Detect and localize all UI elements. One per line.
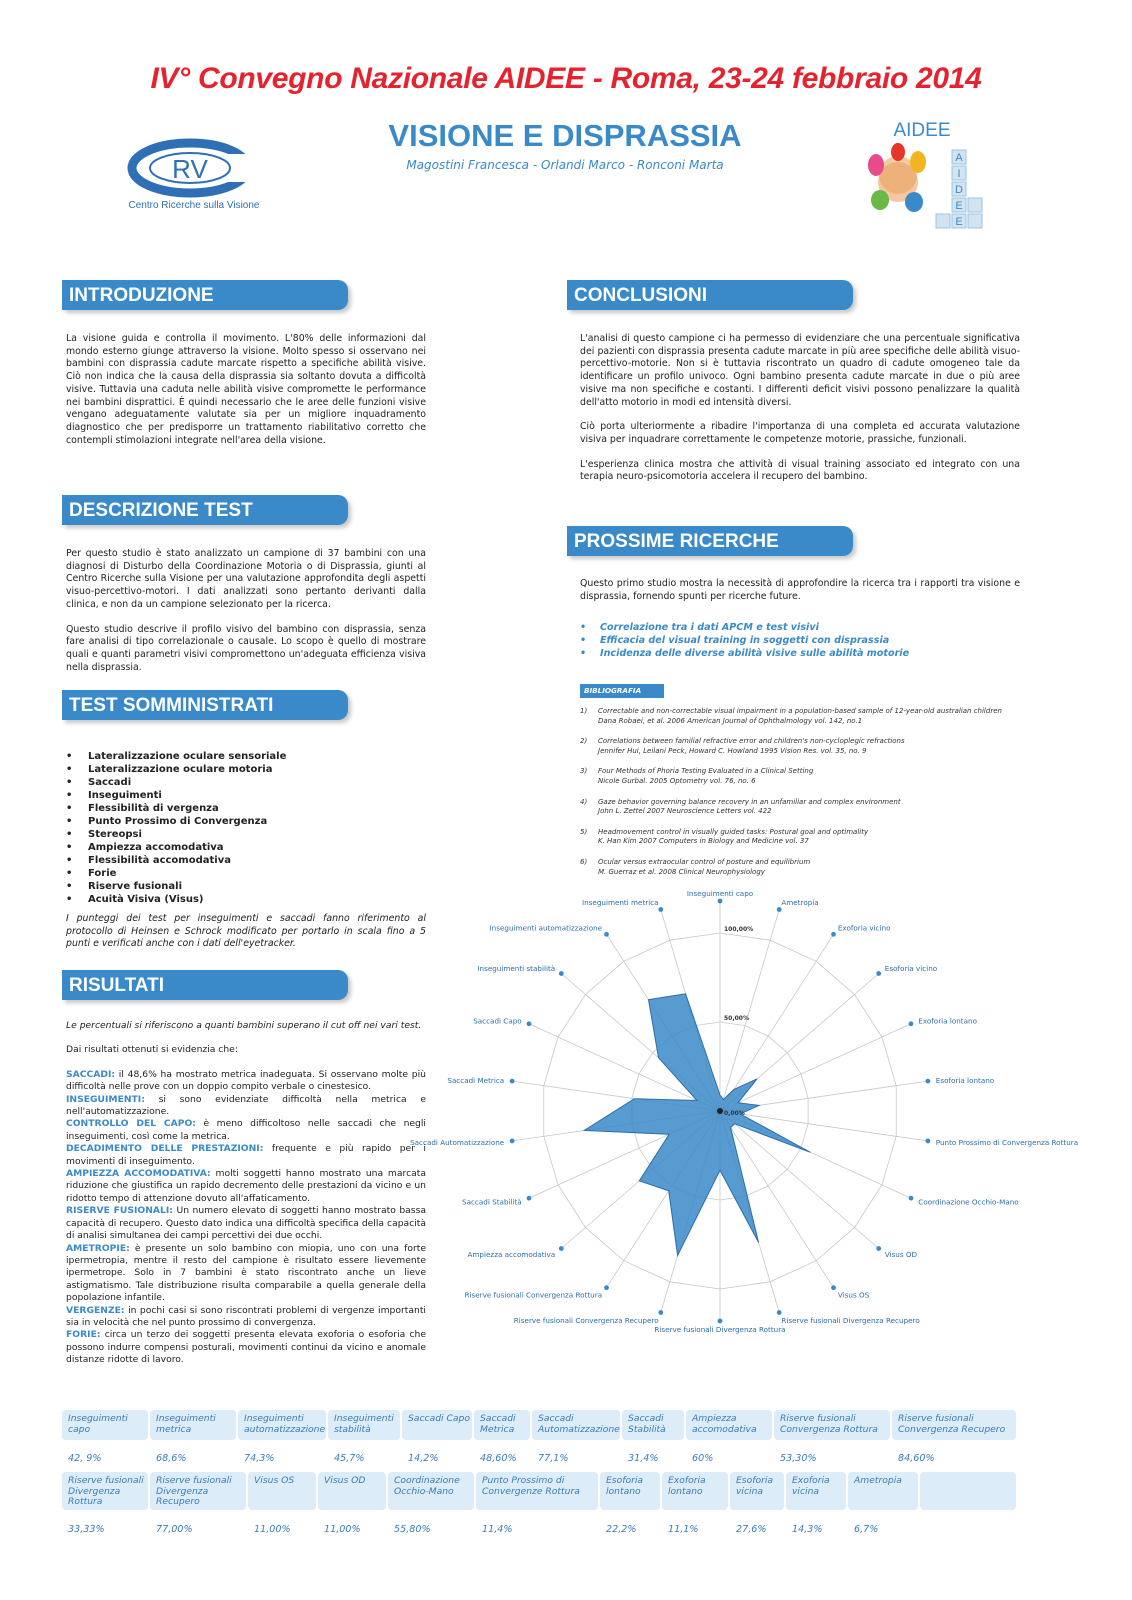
bibliography-number: 3) [580, 767, 588, 776]
risultati-item-text: è presente un solo bambino con miopia, uno con una forte ipermetropia, mentre il resto del campione è risultato essere lievemente ipermetrope. Solo in 7 bambini è stato riscontrato anche un lieve astigmatismo. Tale distribuzione risulta comparabile a quella generale della popolazione infantile. [66, 1242, 426, 1304]
section-heading-prossime: PROSSIME RICERCHE [567, 526, 853, 556]
table-header-label: Saccadi Stabilità [622, 1410, 684, 1440]
table-header-label: Saccadi Capo [402, 1410, 472, 1440]
table-header-label: Inseguimenti capo [62, 1410, 148, 1440]
prossime-list [580, 621, 909, 660]
radar-center-dot [717, 1108, 723, 1114]
conclusioni-p1: L'analisi di questo campione ci ha permesso di evidenziare che una percentuale significativa dei pazienti con disprassia presenta cadute marcate in più aree specifiche delle abilità visuo-percettivo-motorie. Non si è tuttavia riscontrato un quadro di cadute omogeneo tale da identificare un profilo univoco. Ogni bambino presenta cadute marcate in due o più aree visive ma non specifiche e costanti. I differenti deficit visivi possono penalizzare la qualità dell'atto motorio in modi ed intensità diversi. [580, 333, 1020, 408]
table-header-label: Riserve fusionali Divergenza Recupero [150, 1472, 246, 1510]
conclusioni-p3: L'esperienza clinica mostra che attività di visual training associato ed integrato con una terapia neuro-psicomotoria accelera il recupero del bambino. [580, 458, 1020, 483]
bibliography-title: Four Methods of Phoria Testing Evaluated in a Clinical Setting [598, 767, 814, 776]
bibliography-source: K. Han Kim 2007 Computers in Biology and Medicine vol. 37 [598, 837, 809, 846]
bibliography-number: 4) [580, 797, 588, 806]
bibliography-number: 1) [580, 707, 588, 715]
bibliography-item [580, 767, 1020, 786]
list-item: • Acuità Visiva (Visus) [66, 893, 426, 906]
risultati-item [66, 1243, 426, 1305]
summary-values-row2 [62, 1524, 1024, 1538]
table-cell [150, 1410, 238, 1440]
bibliography-title: Ocular versus extraocular control of posture and equilibrium [598, 857, 811, 866]
table-header-label: Ampiezza accomodativa [686, 1410, 772, 1440]
radar-axis-dot [909, 1196, 914, 1201]
risultati-item [66, 1205, 426, 1242]
table-header-label: Visus OS [248, 1472, 316, 1510]
conclusioni-p2: Ciò porta ulteriormente a ribadire l'importanza di una completa ed accurata valutazione visiva per inquadrare correttamente le competenze motorie, prassiche, funzionali. [580, 421, 1020, 445]
radar-category-label: Saccadi Automatizzazione [410, 1138, 505, 1147]
radar-category-label: Ampiezza accomodativa [467, 1249, 556, 1259]
risultati-item-text: Un numero elevato di soggetti hanno mostrato bassa capacità di recupero. Questo dato indica una difficoltà specifica della capacità di analisi simultanea dei campi percettivi dei due occhi. [66, 1205, 426, 1242]
radar-category-label: Esoforia vicino [884, 964, 938, 974]
radar-category-label: Riserve fusionali Divergenza Recupero [781, 1316, 920, 1326]
table-header-label: Inseguimenti automatizzazione [238, 1410, 326, 1440]
table-header-label: Exoforia lontano [662, 1472, 728, 1510]
bibliography-text [598, 737, 905, 756]
intro-text [66, 333, 426, 459]
list-item: • Forie [66, 867, 426, 880]
table-value: 11,00% [254, 1524, 291, 1535]
descrizione-p2: Questo studio descrive il profilo visivo del bambino con disprassia, senza fare analisi di tipo correlazionale o causale. Lo scopo è quello di mostrare quali e quanti parametri visivi compromettono un'adeguata efficienza visiva nella disprassia. [66, 623, 426, 673]
table-cell [238, 1410, 328, 1440]
risultati-keyword: AMPIEZZA ACCOMODATIVA: [66, 1168, 211, 1180]
radar-category-label: Visus OS [837, 1290, 870, 1300]
crv-letters: RV [172, 154, 208, 184]
list-item: • Correlazione tra i dati APCM e test visivi [580, 621, 909, 634]
bibliography-item [580, 737, 1020, 756]
table-cell [318, 1472, 388, 1510]
table-header-label: Riserve fusionali Convergenza Recupero [892, 1410, 1016, 1440]
table-cell [62, 1472, 150, 1510]
list-item: • Punto Prossimo di Convergenza [66, 815, 426, 828]
radar-axis-dot [777, 1310, 782, 1315]
radar-category-label: Ametropia [781, 897, 819, 907]
radar-axis-dot [777, 907, 782, 912]
radar-axis-dot [559, 1246, 564, 1251]
radar-axis-dot [510, 1079, 515, 1084]
radar-chart [410, 889, 1079, 1360]
table-cell [402, 1410, 474, 1440]
table-header-label: Coordinazione Occhio-Mano [388, 1472, 474, 1510]
risultati-item [66, 1069, 426, 1094]
intro-paragraph: La visione guida e controlla il movimento. L'80% delle informazioni dal mondo esterno giunge attraverso la visione. Molto spesso si osservano nei bambini con disprassia cadute marcate rispetto a specifiche abilità visive. Ciò non indica che la causa della disprassia sia soltanto dovuta a difficoltà visive. Tuttavia una caduta nelle abilità visive compromette le performance nei bambini disprattici. È quindi necessario che le aree delle funzioni visive vengano adeguatamente valutate sia per un migliore inquadramento diagnostico che per predisporre un trattamento riabilitativo corretto che contempli stimolazioni integrate nell'area della visione. [66, 333, 426, 446]
table-value: 11,00% [324, 1524, 361, 1535]
risultati-item [66, 1329, 426, 1366]
bibliography-title: Correctable and non-correctable visual impairment in a population-based sample of 12-year-old australian children [598, 707, 1002, 715]
test-list [66, 750, 426, 906]
radar-category-label: Esoforia lontano [935, 1076, 995, 1085]
aidee-name: AIDEE [893, 120, 951, 141]
table-cell [786, 1472, 848, 1510]
radar-category-label: Inseguimenti stabilità [477, 964, 556, 974]
bibliography-title: Headmovement control in visually guided tasks: Postural goal and optimality [598, 827, 869, 836]
risultati-item-text: è meno difficoltoso nelle saccadi che negli inseguimenti, così come la metrica. [66, 1118, 426, 1142]
table-value: 60% [692, 1453, 714, 1464]
table-value: 27,6% [736, 1524, 767, 1535]
table-cell [774, 1410, 892, 1440]
radar-category-label: Saccadi Metrica [447, 1076, 505, 1085]
radar-category-label: Visus OD [884, 1249, 918, 1259]
table-value: 77,1% [538, 1453, 569, 1464]
risultati-keyword: CONTROLLO DEL CAPO: [66, 1118, 196, 1130]
risultati-text [66, 1020, 426, 1367]
radar-category-label: Riserve fusionali Convergenza Recupero [513, 1316, 659, 1326]
table-value: 11,1% [668, 1524, 699, 1535]
table-cell [328, 1410, 402, 1440]
bibliography-source: Jennifer Hui, Leilani Peck, Howard C. Howland 1995 Vision Res. vol. 35, no. 9 [598, 746, 867, 755]
bibliography-source: John L. Zettel 2007 Neuroscience Letters vol. 422 [598, 807, 772, 816]
radar-category-label: Riserve fusionali Convergenza Rottura [464, 1290, 603, 1300]
bibliography-source: Dana Robaei, et al. 2006 American Journal of Ophthalmology vol. 142, no.1 [598, 716, 863, 725]
radar-spoke [720, 1024, 911, 1111]
risultati-keyword: VERGENZE: [66, 1304, 125, 1316]
radar-category-label: Exoforia vicino [837, 923, 891, 933]
table-cell [686, 1410, 774, 1440]
risultati-keyword: RISERVE FUSIONALI: [66, 1205, 173, 1217]
radar-axis-dot [527, 1196, 532, 1201]
summary-values-row1 [62, 1453, 1024, 1467]
table-cell [892, 1410, 1018, 1440]
table-cell [920, 1472, 1018, 1510]
table-value: 42, 9% [68, 1453, 102, 1464]
radar-data-area [584, 994, 810, 1256]
descrizione-p1: Per questo studio è stato analizzato un campione di 37 bambini con una diagnosi di Disturbo della Coordinazione Motoria o di Disprassia, giunti al Centro Ricerche sulla Visione per una valutazione approfondita degli aspetti visuo-percettivo-motori. I dati analizzati sono pertanto derivanti dalla clinica, e non da un campione selezionato per la ricerca. [66, 548, 426, 610]
table-value: 55,80% [394, 1524, 431, 1535]
radar-ring-label: 0,00% [724, 1110, 745, 1117]
radar-axis-dot [604, 932, 609, 937]
authors: Magostini Francesca - Orlandi Marco - Ronconi Marta [406, 158, 724, 172]
list-item: • Flessibilità accomodativa [66, 854, 426, 867]
risultati-item [66, 1118, 426, 1143]
radar-spoke [720, 934, 834, 1111]
bibliography-source: M. Guerraz et al. 2008 Clinical Neurophysiology [598, 867, 765, 876]
crv-logo [124, 138, 264, 218]
prossime-text: Questo primo studio mostra la necessità di approfondire la ricerca tra i rapporti tra visione e disprassia, fornendo spunti per ricerche future. [580, 578, 1020, 602]
table-header-label: Esoforia vicina [730, 1472, 784, 1510]
radar-category-label: Saccadi Stabilità [462, 1197, 522, 1207]
list-item: • Stereopsi [66, 828, 426, 841]
risultati-intro: Le percentuali si riferiscono a quanti bambini superano il cut off nei vari test. [66, 1020, 422, 1031]
radar-axis-dot [876, 1246, 881, 1251]
table-cell [474, 1410, 532, 1440]
radar-axis-dot [718, 899, 723, 904]
radar-category-label: Inseguimenti capo [686, 889, 754, 898]
bibliography-title: Gaze behavior governing balance recovery in an unfamiliar and complex environment [598, 797, 901, 806]
table-value: 33,33% [68, 1524, 105, 1535]
section-heading-risultati: RISULTATI [62, 970, 348, 1000]
table-value: 84,60% [898, 1453, 935, 1464]
radar-ring-label: 50,00% [724, 1015, 749, 1022]
table-value: 74,3% [244, 1453, 275, 1464]
table-value: 14,3% [792, 1524, 823, 1535]
bibliography-text [598, 767, 813, 786]
bibliography-item [580, 707, 1020, 726]
radar-category-label: Exoforia lontano [918, 1016, 977, 1026]
radar-axis-dot [926, 1139, 931, 1144]
table-cell [476, 1472, 600, 1510]
risultati-keyword: SACCADI: [66, 1068, 116, 1080]
radar-axis-dot [926, 1079, 931, 1084]
risultati-item-text: molti soggetti hanno mostrato una marcata riduzione che giustifica un rapido decremento delle prestazioni da vicino e un ridotto tempo di attenzione dovuto all'affaticamento. [66, 1168, 426, 1204]
bibliografia-heading: BIBLIOGRAFIA [580, 684, 664, 698]
radar-axis-dot [876, 971, 881, 976]
list-item: • Riserve fusionali [66, 880, 426, 893]
table-value: 48,60% [480, 1453, 517, 1464]
radar-axis-dot [831, 1285, 836, 1290]
risultati-item [66, 1168, 426, 1205]
bibliography-number: 6) [580, 857, 588, 866]
test-note: I punteggi dei test per inseguimenti e saccadi fanno riferimento al protocollo di Heinsen e Schrock modificato per portarlo in scala fino a 5 punti e verificati anche con i dati dell'eyetracker. [66, 913, 426, 950]
table-cell [730, 1472, 786, 1510]
list-item: • Lateralizzazione oculare motoria [66, 763, 426, 776]
table-header-label: Riserve fusionali Convergenza Rottura [774, 1410, 890, 1440]
table-cell [248, 1472, 318, 1510]
aidee-letter-d: D [955, 184, 963, 196]
radar-axis-dot [831, 932, 836, 937]
section-heading-conclusioni: CONCLUSIONI [567, 280, 853, 310]
radar-category-label: Saccadi Capo [473, 1016, 522, 1026]
table-value: 45,7% [334, 1453, 365, 1464]
risultati-item-text: circa un terzo dei soggetti presenta elevata exoforia o esoforia che possono indurre compensi posturali, movimenti continui da vicino e anomale distanze ridotte di lavoro. [66, 1329, 426, 1366]
risultati-item-text: frequente e più rapido per i movimenti di inseguimento. [66, 1143, 426, 1167]
table-value: 53,30% [780, 1453, 817, 1464]
table-cell [622, 1410, 686, 1440]
table-value: 14,2% [408, 1453, 439, 1464]
descrizione-text [66, 548, 426, 686]
aidee-logo [858, 120, 986, 230]
table-header-label [920, 1472, 1016, 1510]
radar-axis-dot [909, 1021, 914, 1026]
section-heading-descrizione: DESCRIZIONE TEST [62, 495, 348, 525]
poster-title: IV° Convegno Nazionale AIDEE - Roma, 23-24 febbraio 2014 [150, 62, 982, 95]
table-cell [62, 1410, 150, 1440]
summary-table-row1 [62, 1410, 1024, 1440]
bibliography-text [598, 858, 810, 877]
list-item: • Saccadi [66, 776, 426, 789]
table-cell [848, 1472, 920, 1510]
table-value: 6,7% [854, 1524, 879, 1535]
radar-ring-label: 100,00% [724, 926, 754, 933]
table-value: 68,6% [156, 1453, 187, 1464]
table-header-label: Riserve fusionali Divergenza Rottura [62, 1472, 148, 1510]
aidee-letter-e1: E [955, 200, 963, 212]
table-cell [150, 1472, 248, 1510]
aidee-letter-a: A [955, 152, 963, 164]
radar-axis-dot [658, 907, 663, 912]
risultati-keyword: INSEGUIMENTI: [66, 1093, 145, 1105]
radar-category-label: Inseguimenti metrica [582, 897, 659, 907]
bibliography-title: Correlations between familial refractive error and children's non-cycloplegic refractions [598, 737, 905, 746]
aidee-letter-i: I [957, 168, 961, 180]
table-value: 77,00% [156, 1524, 193, 1535]
poster-subtitle: VISIONE E DISPRASSIA [388, 118, 742, 153]
radar-category-label: Punto Prossimo di Convergenza Rottura [935, 1138, 1079, 1147]
aidee-letter-e2: E [955, 216, 963, 228]
list-item: • Flessibilità di vergenza [66, 802, 426, 815]
radar-category-label: Riserve fusionali Divergenza Rottura [654, 1325, 786, 1334]
table-value: 31,4% [628, 1453, 659, 1464]
table-header-label: Esoforia lontano [600, 1472, 660, 1510]
table-cell [388, 1472, 476, 1510]
bibliography-text [598, 707, 1002, 726]
bibliography-item [580, 798, 1020, 817]
table-header-label: Ametropia [848, 1472, 918, 1510]
conclusioni-text [580, 333, 1020, 496]
risultati-item [66, 1094, 426, 1119]
risultati-keyword: FORIE: [66, 1329, 101, 1341]
risultati-lead: Dai risultati ottenuti si evidenzia che: [66, 1044, 238, 1056]
table-header-label: Exoforia vicina [786, 1472, 846, 1510]
table-value: 22,2% [606, 1524, 637, 1535]
risultati-items [66, 1069, 426, 1367]
table-header-label: Inseguimenti stabilità [328, 1410, 400, 1440]
radar-axis-dot [658, 1310, 663, 1315]
radar-category-label: Inseguimenti automatizzazione [489, 923, 603, 933]
section-heading-introduzione: INTRODUZIONE [62, 280, 348, 310]
table-header-label: Saccadi Metrica [474, 1410, 530, 1440]
bibliography-text [598, 828, 868, 847]
radar-axis-dot [718, 1319, 723, 1324]
list-item: • Ampiezza accomodativa [66, 841, 426, 854]
bibliography-item [580, 858, 1020, 877]
risultati-item-text: in pochi casi si sono riscontrati problemi di vergenze importanti sia in velocità che nel punto prossimo di convergenza. [66, 1304, 426, 1328]
bibliography-text [598, 798, 901, 817]
table-cell [662, 1472, 730, 1510]
risultati-item-text: si sono evidenziate difficoltà nella metrica e nell'automatizzazione. [66, 1093, 426, 1118]
list-item: • Efficacia del visual training in soggetti con disprassia [580, 634, 909, 647]
radar-axis-dot [604, 1285, 609, 1290]
table-cell [600, 1472, 662, 1510]
list-item: • Incidenza delle diverse abilità visive sulle abilità motorie [580, 647, 909, 660]
risultati-keyword: DECADIMENTO DELLE PRESTAZIONI: [66, 1143, 264, 1155]
list-item: • Inseguimenti [66, 789, 426, 802]
radar-axis-dot [559, 971, 564, 976]
crv-name: Centro Ricerche sulla Visione [128, 200, 260, 211]
risultati-keyword: AMETROPIE: [66, 1242, 130, 1254]
table-header-label: Punto Prossimo di Convergenze Rottura [476, 1472, 598, 1510]
risultati-item [66, 1305, 426, 1330]
risultati-item-text: il 48,6% ha mostrato metrica inadeguata. Si osservano molte più difficoltà nelle prove con un doppio compito verbale o cinestesico. [66, 1068, 426, 1093]
table-header-label: Inseguimenti metrica [150, 1410, 236, 1440]
section-heading-test: TEST SOMMINISTRATI [62, 690, 348, 720]
radar-category-label: Coordinazione Occhio-Mano [918, 1197, 1019, 1207]
radar-axis-dot [510, 1139, 515, 1144]
table-value: 11,4% [482, 1524, 513, 1535]
bibliography-number: 2) [580, 737, 588, 746]
bibliography-source: Nicole Gurbal. 2005 Optometry vol. 76, no. 6 [598, 776, 756, 785]
table-header-label: Visus OD [318, 1472, 386, 1510]
summary-table-row2 [62, 1472, 1024, 1510]
table-header-label: Saccadi Automatizzazione [532, 1410, 620, 1440]
bibliografia-list [580, 707, 1020, 888]
list-item: • Lateralizzazione oculare sensoriale [66, 750, 426, 763]
radar-axis-dot [527, 1021, 532, 1026]
table-cell [532, 1410, 622, 1440]
bibliography-item [580, 828, 1020, 847]
bibliography-number: 5) [580, 827, 588, 836]
radar-spoke [720, 910, 779, 1112]
risultati-item [66, 1143, 426, 1168]
